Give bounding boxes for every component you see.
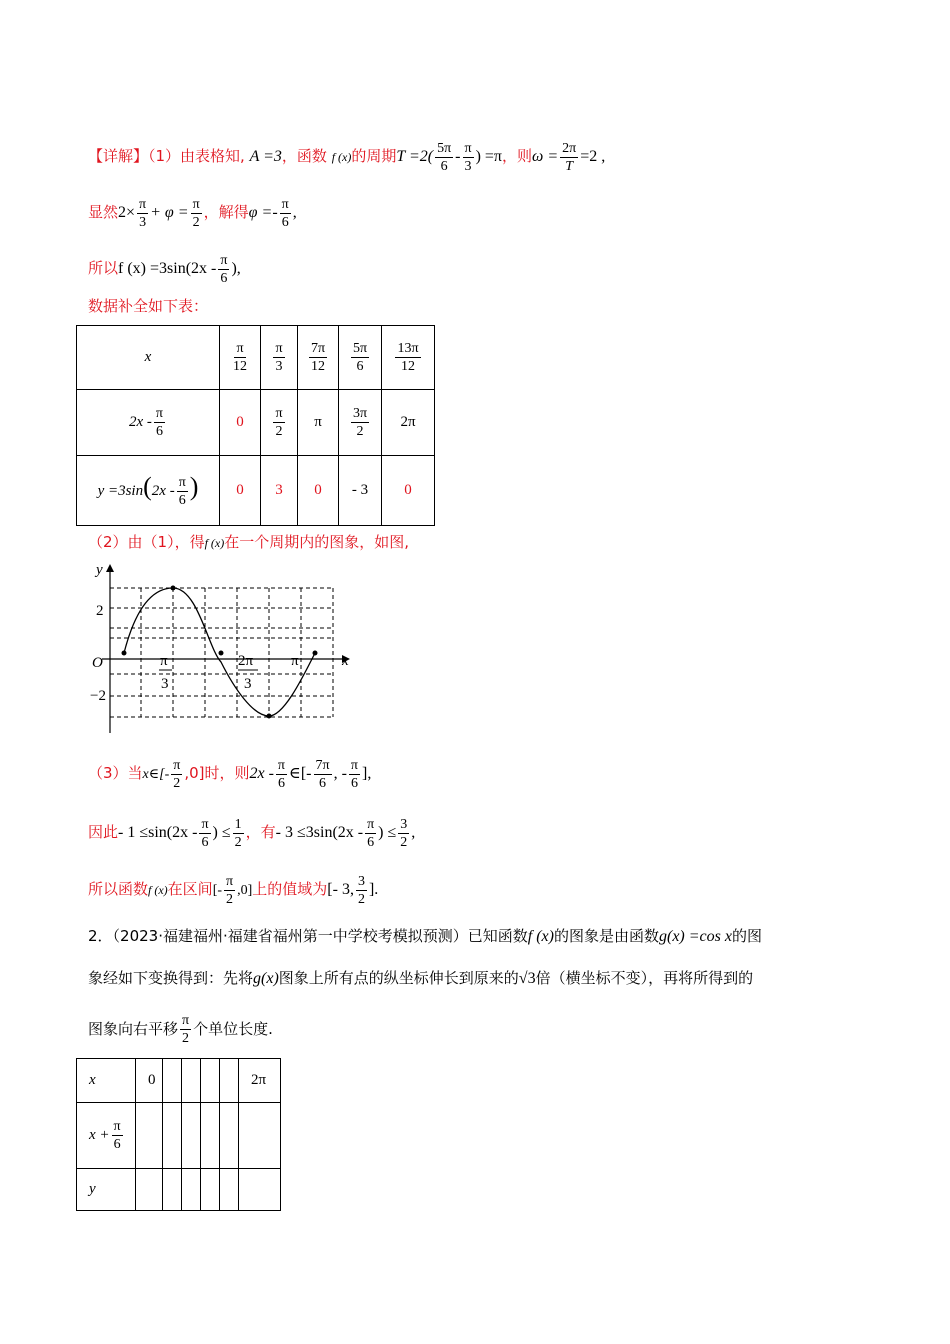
blank-table bbox=[76, 1058, 281, 1211]
x-tick-pi3-num: π bbox=[160, 653, 168, 669]
y-axis-label: y bbox=[96, 562, 103, 578]
x-tick-pi3-den: 3 bbox=[161, 676, 169, 692]
problem-number: 2． bbox=[88, 927, 113, 945]
solution-line-5: （2）由（1），得f (x)在一个周期内的图象，如图, bbox=[88, 533, 410, 551]
key-points bbox=[122, 586, 318, 719]
table-row: y bbox=[77, 1169, 281, 1211]
origin-label: O bbox=[92, 655, 103, 671]
table-row: x 0 2π bbox=[77, 1059, 281, 1103]
table-row: x + $\frac{\pi}{6}$ bbox=[77, 1103, 281, 1169]
detail-tag: 【详解】 bbox=[88, 147, 149, 166]
problem-2-line-3: 图象向右平移 $\frac{\pi}{2}$ 个单位长度. bbox=[88, 1013, 273, 1046]
y-tick-neg2: −2 bbox=[90, 688, 106, 704]
table-row: 2x - $\frac{\pi}{6}$ 0 $\frac{\pi}{2}$ π $\frac{3\pi}{2}$ 2π bbox=[77, 390, 435, 456]
problem-2-line-2: 象经如下变换得到：先将g(x)图象上所有点的纵坐标伸长到原来的√3倍（横坐标不变），再将所得到的 bbox=[88, 969, 754, 987]
solution-line-1: 【详解】（1）由表格知, A =3，函数 f (x)的周期T =2( $\frac{5\pi}{6}$ - $\frac{\pi}{3}$ ) =π，则ω = $\frac{2\pi}{T}$ =2 , bbox=[88, 141, 606, 174]
x-tick-2pi3-num: 2π bbox=[238, 653, 254, 669]
x-tick-pi: π bbox=[291, 653, 299, 669]
problem-2-line-1: 2．（2023·福建福州·福建省福州第一中学校考模拟预测）已知函数f (x)的图象是由函数g(x) =cos x的图 bbox=[88, 927, 762, 945]
solution-line-3: 所以f (x) =3sin(2x - $\frac{\pi}{6}$ ), bbox=[88, 253, 241, 286]
value-table bbox=[76, 325, 435, 526]
solution-line-2: 显然2× $\frac{\pi}{3}$ + φ = $\frac{\pi}{2}$ ，解得φ =- $\frac{\pi}{6}$ , bbox=[88, 197, 297, 230]
table-row: y =3sin(2x - $\frac{\pi}{6}$ ) 0 3 0 - 3 0 bbox=[77, 456, 435, 526]
solution-line-6: （3）当x∈[- $\frac{\pi}{2}$ ,0]时，则2x - $\frac{\pi}{6}$ ∈[- $\frac{7\pi}{6}$ , - $\frac{\pi}{6}$ ], bbox=[88, 758, 372, 792]
x-tick-2pi3-den: 3 bbox=[244, 676, 252, 692]
solution-line-7: 因此- 1 ≤sin(2x - $\frac{\pi}{6}$ ) ≤ $\frac{1}{2}$ ，有- 3 ≤3sin(2x - $\frac{\pi}{6}$ ) ≤ $\frac{3}{2}$ , bbox=[88, 817, 416, 850]
solution-line-4: 数据补全如下表： bbox=[88, 297, 209, 315]
x-axis-label: x bbox=[342, 653, 349, 669]
solution-line-8: 所以函数f (x)在区间[- $\frac{\pi}{2}$ ,0]上的值域为[- 3, $\frac{3}{2}$ ]. bbox=[88, 874, 379, 908]
y-tick-2: 2 bbox=[96, 603, 104, 619]
sine-graph bbox=[88, 558, 358, 734]
y-axis-arrow bbox=[106, 564, 114, 572]
table-row: x $\frac{\pi}{12}$ $\frac{\pi}{3}$ $\frac{7\pi}{12}$ $\frac{5\pi}{6}$ $\frac{13\pi}{12}$ bbox=[77, 326, 435, 390]
